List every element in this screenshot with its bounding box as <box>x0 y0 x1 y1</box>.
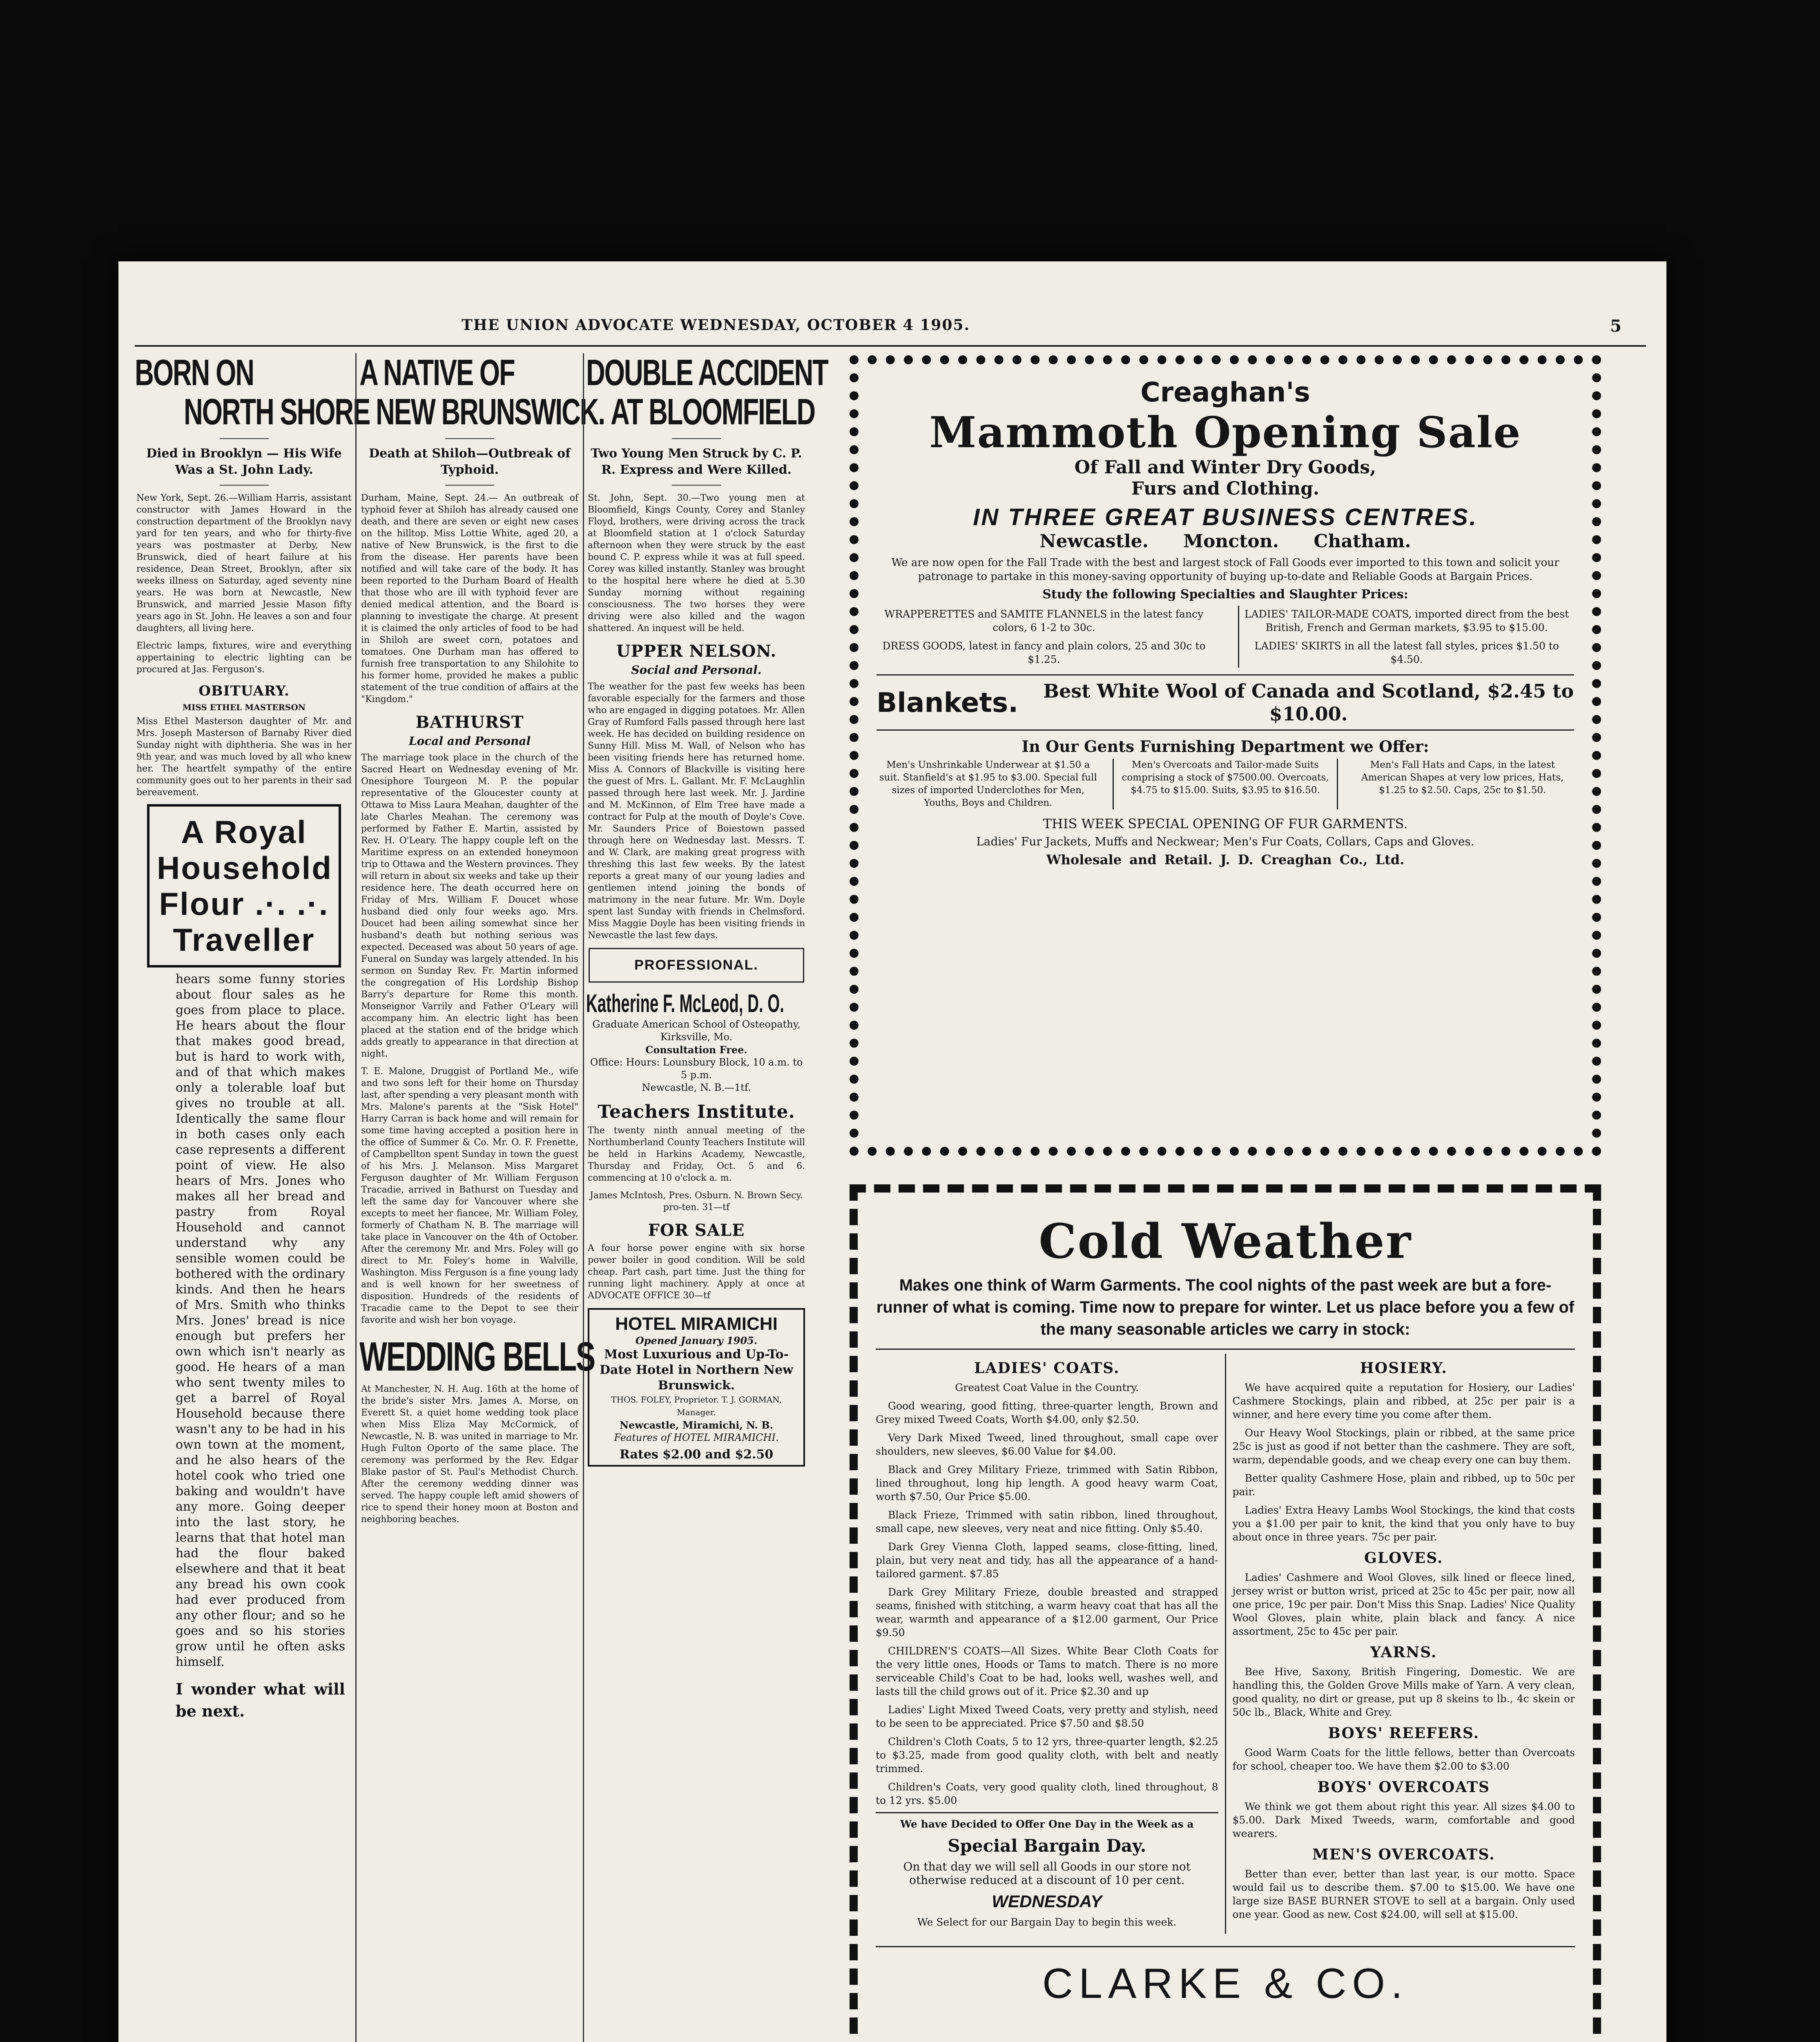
specialties-line: Study the following Specialties and Slaughter Prices: <box>1042 587 1408 602</box>
hotel-miramichi-ad <box>588 1308 805 1467</box>
mens-overcoats-text: Better than ever, better than last year, is our motto. Space would fail us to describe them. $7.00 to $15.00. We have one large size BASE BURNER STOVE to sell at a bargain. Only used one year. Good as new. Cost $24.00, will sell at $15.00. <box>1232 1868 1575 1920</box>
children-coat-2: Ladies' Light Mixed Tweed Coats, very pretty and stylish, need to be seen to be appreciated. Price $7.50 and $8.50 <box>876 1704 1218 1729</box>
royal-household-box <box>147 804 341 967</box>
hotel-rates: Rates $2.00 and $2.50 <box>619 1447 774 1462</box>
headline-born-b: NORTH SHORE <box>184 392 370 432</box>
cold-weather-columns <box>876 1349 1575 1934</box>
towns-line: Newcastle. Moncton. Chatham. <box>1039 531 1411 552</box>
creaghans-name: Creaghan's <box>1140 377 1310 408</box>
hosiery-2: Our Heavy Wool Stockings, plain or ribbed, at the same price 25c is just as good if not better than the cashmere. They are soft, warm, dependable goods, and we cheap every one can buy them. <box>1232 1427 1575 1466</box>
ladies-coat-5: Dark Grey Vienna Cloth, lapped seams, close-fitting, lined, plain, but very neat and tidy, has all the appearance of a hand-tailored garment. $7.85 <box>876 1541 1218 1580</box>
creaghans-sale-ad <box>850 355 1601 1156</box>
gents-heading: In Our Gents Furnishing Department we Offer: <box>1022 737 1429 756</box>
wednesday-label: WEDNESDAY <box>992 1892 1102 1911</box>
wednesday-text: We Select for our Bargain Day to begin this week. <box>917 1916 1177 1928</box>
yarns-heading: YARNS. <box>1370 1644 1437 1661</box>
katherine-mcleod-name: Katherine F. McLeod, D. O. <box>586 990 784 1018</box>
royal-line-4: Traveller <box>173 922 315 958</box>
column-1 <box>135 352 370 2042</box>
osteopathy-line-1: Graduate American School of Osteopathy, Kirksville, Mo. <box>592 1019 801 1043</box>
cold-weather-intro: Makes one think of Warm Garments. The cool nights of the past week are but a fore-runner of what is coming. Time now to prepare for winter. Let us place before you a few of the many seasonable articles we carry in stock: <box>876 1276 1575 1338</box>
obituary-subheading: MISS ETHEL MASTERSON <box>182 702 306 712</box>
for-sale-body: A four horse power engine with six horse power boiler in good condition. Will be sold cheap. Part cash, part time. Just the thing for running light machinery. Apply at once at ADVOCATE OFFICE 30—tf <box>588 1243 805 1301</box>
gents-grid <box>877 759 1574 809</box>
ladies-coat-2: Very Dark Mixed Tweed, lined throughout, small cape over shoulders, new sleeves, $6.00 Value for $4.00. <box>876 1432 1218 1457</box>
cold-weather-title: Cold Weather <box>1039 1214 1412 1269</box>
specialties-left <box>877 606 1211 668</box>
notice-electric: Electric lamps, fixtures, wire and everything appertaining to electric lighting can be procured at Jas. Ferguson's. <box>136 641 352 675</box>
mens-overcoats-heading: MEN'S OVERCOATS. <box>1312 1846 1495 1863</box>
underwear-item: Men's Unshrinkable Underwear at $1.50 a suit. Stanfield's at $1.95 to $3.00. Special full sizes of imported Underclothes for Men, Youths, Boys and Children. <box>879 760 1097 808</box>
gloves-heading: GLOVES. <box>1364 1549 1443 1567</box>
hotel-name: HOTEL MIRAMICHI <box>615 1314 778 1334</box>
hosiery-1: We have acquired quite a reputation for Hosiery, our Ladies' Cashmere Stockings, plain and ribbed, at 25c per pair is a winner, and here every time you come after them. <box>1232 1382 1575 1420</box>
cold-left-column <box>876 1354 1226 1934</box>
business-centres: IN THREE GREAT BUSINESS CENTRES. <box>973 504 1478 531</box>
professional-heading: PROFESSIONAL. <box>634 957 758 973</box>
headline-native-a: A NATIVE OF <box>359 352 515 393</box>
overcoats-item: Men's Overcoats and Tailor-made Suits comprising a stock of $7500.00. Overcoats, $4.75 to $15.00. Suits, $3.95 to $16.50. <box>1113 759 1338 809</box>
bathurst-body-1: The marriage took place in the church of the Sacred Heart on Wednesday evening of Mr. Onesiphore Tourgeon M. P. the popular representative of the Gloucester county at Ottawa to Miss Laura Meahan, daughter of the late Charles Meahan. The ceremony was performed by Father E. Martin, assisted by Rev. H. O'Leary. The happy couple left on the Maritime express on an extended honeymoon trip to Ottawa and the Western provinces. They will return in about six weeks and take up their residence here. The death occurred here on Friday of Mrs. William F. Doucet whose husband died only four weeks ago. Mrs. Doucet had been ailing somewhat since her husband's death but nothing serious was expected. Deceased was about 50 years of age. Funeral on Sunday was largely attended. In his sermon on Sunday Rev. Fr. Martin informed the congregation of His Lordship Bishop Barry's departure for Rome this month. Monseignor Varrily and Father O'Leary will accompany him. An electric light has been placed at the station end of the bridge which adds greatly to appearance in that direction at night. <box>361 753 578 1059</box>
bargain-day-heading: Special Bargain Day. <box>948 1836 1146 1856</box>
article-accident-body: St. John, Sept. 30.—Two young men at Bloomfield, Kings County, Corey and Stanley Floyd, brothers, were driving across the track at Bloomfield station at 1 o'clock Saturday afternoon when they were struck by the east bound C. P. express while it was at full speed. Corey was killed instantly. Stanley was brought to the hospital here where he died at 5.30 Sunday morning without regaining consciousness. The two horses they were driving were also killed and the wagon shattered. An inquest will be held. <box>588 493 805 633</box>
divider <box>672 485 721 486</box>
headline-native-b: NEW BRUNSWICK. <box>376 392 605 432</box>
yarns-text: Bee Hive, Saxony, British Fingering, Domestic. We are handling this, the Golden Grove Mills make of Yarn. A very clean, good quality, no dirt or grease, put up 8 skeins to lb., 4c skein or 50c lb., Black, White and Grey. <box>1232 1666 1575 1718</box>
hosiery-3: Better quality Cashmere Hose, plain and ribbed, up to 50c per pair. <box>1232 1472 1575 1498</box>
divider <box>445 438 494 439</box>
osteopathy-line-3: Office: Hours: Lounsbury Block, 10 a.m. to 5 p.m. <box>590 1057 803 1081</box>
boys-overcoats-heading: BOYS' OVERCOATS <box>1317 1779 1490 1796</box>
ladies-coat-4: Black Frieze, Trimmed with satin ribbon, lined throughout, small cape, new sleeves, very neat and nice fitting. Only $5.40. <box>876 1509 1218 1534</box>
ladies-coat-6: Dark Grey Military Frieze, double breasted and strapped seams, finished with stitching, a warm heavy coat that has all the wear, warmth and appearance of a $12.00 garment, Our Price $9.50 <box>876 1586 1218 1639</box>
wedding-bells-heading: WEDDING BELLS <box>359 1334 595 1380</box>
obituary-body: Miss Ethel Masterson daughter of Mr. and Mrs. Joseph Masterson of Barnaby River died Sunday night with diphtheria. She was in her 9th year, and was much loved by all who knew her. The heartfelt sympathy of the entire community goes out to her parents in their sad bereavement. <box>136 716 352 798</box>
hotel-line-1: Opened January 1905. <box>635 1335 758 1346</box>
headline-accident-a: DOUBLE ACCIDENT <box>586 352 828 393</box>
ladies-coats-sub: Greatest Coat Value in the Country. <box>955 1382 1139 1393</box>
children-coat-1: CHILDREN'S COATS—All Sizes. White Bear Cloth Coats for the very little ones, Hoods or Tams to match. There is no more serviceable Child's Coat to be had, looks well, washes well, and lasts till the child grows out of it. Price $2.30 and up <box>876 1645 1218 1697</box>
mammoth-sale-title: Mammoth Opening Sale <box>929 407 1521 457</box>
creaghan-intro: We are now open for the Fall Trade with the best and largest stock of Fall Goods ever imported to this town and solicit your patronage to partake in this money-saving opportunity of buying up-to-date and Reliable Goods at Bargain Prices. <box>891 557 1559 583</box>
ladies-coats-heading: LADIES' COATS. <box>974 1360 1120 1377</box>
bathurst-body-2: T. E. Malone, Druggist of Portland Me., wife and two sons left for their home on Thursday last, after spending a very pleasant month with Mrs. Malone's parents at the "Sisk Hotel" Harry Carran is back home and will remain for some time having accepted a position here in the office of Summer & Co. Mr. O. F. Frenette, of Campbellton spent Sunday in town the guest of his Mrs. J. Melanson. Miss Margaret Ferguson daughter of Mr. William Ferguson Tracadie, arrived in Bathurst on Tuesday and left the same day for Vancouver where she excepts to meet her fiancee, Mr. William Foley, formerly of Chatham N. B. The marriage will take place in Vancouver on the 4th of October. After the ceremony Mr. and Mrs. Foley will go direct to Mr. Foley's home in Walville, Washington. Miss Ferguson is a fine young lady and is well known for her sweetness of disposition. Hundreds of the residents of Tracadie came to the Depot to see their favorite and wish her bon voyage. <box>361 1066 578 1325</box>
blankets-row <box>877 674 1574 731</box>
furs-line: Furs and Clothing. <box>1131 478 1320 499</box>
specialties-grid <box>877 606 1574 668</box>
page-number: 5 <box>1610 317 1621 336</box>
cold-weather-ad <box>850 1184 1601 2042</box>
osteopathy-line-4: Newcastle, N. B.—1tf. <box>642 1082 751 1093</box>
royal-line-1: A Royal <box>181 814 307 850</box>
bargain-lead: We have Decided to Offer One Day in the Week as a <box>900 1818 1194 1830</box>
top-rule <box>135 345 1646 347</box>
blankets-label: Blankets. <box>877 687 1019 718</box>
blankets-text: Best White Wool of Canada and Scotland, $2.45 to $10.00. <box>1043 680 1574 725</box>
children-coat-4: Children's Coats, very good quality cloth, lined throughout, 8 to 12 yrs. $5.00 <box>876 1781 1218 1806</box>
column-3 <box>586 352 828 2042</box>
divider <box>672 438 721 439</box>
divider <box>445 485 494 486</box>
teachers-heading: Teachers Institute. <box>598 1101 795 1122</box>
ladies-coat-3: Black and Grey Military Frieze, trimmed with Satin Ribbon, lined throughout, long hip length. A good heavy warm Coat, worth $7.50, Our Price $5.00. <box>876 1464 1218 1503</box>
headline-accident-b: AT BLOOMFIELD <box>611 392 815 432</box>
column-rule <box>355 353 357 2042</box>
boys-overcoats-text: We think we got them about right this year. All sizes $4.00 to $5.00. Dark Mixed Tweeds, warm, comfortable and good wearers. <box>1232 1801 1575 1839</box>
clarke-co-signature: CLARKE & CO. <box>876 1946 1575 2008</box>
subhead-accident: Two Young Men Struck by C. P. R. Express and Were Killed. <box>591 446 802 477</box>
masthead-title: THE UNION ADVOCATE WEDNESDAY, OCTOBER 4 1905. <box>462 317 970 334</box>
upper-nelson-body: The weather for the past few weeks has been favorable especially for the farmers and those who are engaged in digging potatoes. Mr. Allen Gray of Rumford Falls passed through here last week. He has decided on building residence on Sunny Hill. Miss M. Wall, of Nelson who has been visiting friends here has returned home. Miss A. Connors of Blackville is visiting here the guest of Mrs. L. Gallant. Mr. F. McLaughlin passed through here last week. Mr. J. Jardine and M. McKinnon, of Elm Tree have made a contract for Pulp at the mouth of Doyle's Cove. Mr. Saunders Price of Boiestown passed through here on Wednesday last. Messrs. T. and W. Clark, are making great progress with threshing this last few weeks. By the latest reports a great many of our young ladies and gentlemen intend joining the bonds of matrimony in the near future. Mr. Wm. Doyle spent last Sunday with friends in Chelmsford. Miss Maggie Doyle has been visiting friends in Newcastle the last few days. <box>588 682 805 941</box>
royal-line-2: Household <box>157 850 332 886</box>
hosiery-heading: HOSIERY. <box>1360 1360 1448 1377</box>
bathurst-heading: BATHURST <box>415 713 524 732</box>
dry-goods-line: Of Fall and Winter Dry Goods, <box>1074 457 1376 478</box>
teachers-signature: James McIntosh, Pres. Osburn. N. Brown Secy. pro-ten. 31—tf <box>590 1190 803 1213</box>
subhead-native: Death at Shiloh—Outbreak of Typhoid. <box>369 446 571 477</box>
tailor-coats-item: LADIES' TAILOR-MADE COATS, imported direct from the best British, French and German markets, $3.95 to $15.00. <box>1245 608 1569 633</box>
teachers-body: The twenty ninth annual meeting of the Northumberland County Teachers Institute will be held in Harkins Academy, Newcastle, Thursday and Friday, Oct. 5 and 6. commencing at 10 o'clock a. m. <box>588 1126 805 1183</box>
creaghan-signature: Wholesale and Retail. J. D. Creaghan Co., Ltd. <box>1046 852 1405 867</box>
masthead <box>135 317 1646 337</box>
royal-household-text: hears some funny stories about flour sales as he goes from place to place. He hears about the flour that makes good bread, but is hard to work with, and of that which makes only a tolerable loaf but gives no trouble at all. Identically the same flour in both cases only each case represents a different point of view. He also hears of Mrs. Jones who makes all her bread and pastry from Royal Household and cannot understand why any sensible women could be bothered with the ordinary kinds. And then he hears of Mrs. Smith who thinks Mrs. Jones' bread is nice enough but prefers her own which isn't nearly as good. He hears of a man who sent twenty miles to get a barrel of Royal Household because there wasn't any to be had in his own town at the moment, and he also hears of the hotel cook who tried one baking and wouldn't have any more. Going deeper into the last story, he learns that that hotel man had the flour baked elsewhere and that it beat any bread his own cook had ever produced from any other flour; and so he goes and so his stories grow until he often asks himself. <box>176 972 345 1669</box>
boys-reefers-heading: BOYS' REEFERS. <box>1328 1725 1480 1742</box>
hotel-line-5: Features of HOTEL MIRAMICHI. <box>614 1432 779 1443</box>
bargain-day-block <box>876 1812 1218 1929</box>
dress-goods-item: DRESS GOODS, latest in fancy and plain colors, 25 and 30c to $1.25. <box>882 640 1206 665</box>
article-native-body: Durham, Maine, Sept. 24.— An outbreak of typhoid fever at Shiloh has already caused one death, and there are seven or eight new cases on the hilltop. Miss Lottie White, aged 20, a native of New Brunswick, is the first to die from the disease. Her parents have been notified and will take care of the body. It has been reported to the Durham Board of Health that those who are ill with typhoid fever are denied medical attention, and the Board is planning to investigate the charge. At present it is claimed the only articles of food to be had in Shiloh are sweet corn, potatoes and tomatoes. One Durham man has offered to furnish free transportation to any Shilohite to his former home, provided he makes a public statement of the true condition of affairs at the "Kingdom." <box>361 493 578 704</box>
hotel-line-4: Newcastle, Miramichi, N. B. <box>620 1419 773 1431</box>
fur-opening-line: THIS WEEK SPECIAL OPENING OF FUR GARMENTS. <box>1043 816 1408 832</box>
subhead-born: Died in Brooklyn — His Wife Was a St. John Lady. <box>146 446 342 477</box>
column-2 <box>359 352 605 2042</box>
upper-nelson-subheading: Social and Personal. <box>631 663 762 677</box>
newspaper-page <box>118 261 1666 2042</box>
specialties-right <box>1238 606 1574 668</box>
gloves-text: Ladies' Cashmere and Wool Gloves, silk lined or fleece lined, jersey wrist or button wrist, priced at 25c to 45c per pair, now all one price, 19c per pair. Don't Miss this Snap. Ladies' Nice Quality Wool Gloves, plain white, plain black and fancy. A nice assortment, 25c to 45c per pair. <box>1232 1572 1575 1637</box>
boys-reefers-text: Good Warm Coats for the little fellows, better than Overcoats for school, cheaper too. We have them $2.00 to $3.00 <box>1232 1747 1575 1772</box>
hotel-line-2: Most Luxurious and Up-To-Date Hotel in Northern New Brunswick. <box>599 1347 794 1393</box>
professional-box <box>589 948 804 983</box>
hosiery-4: Ladies' Extra Heavy Lambs Wool Stockings, the kind that costs you a $1.00 per pair to knit, the kind that you only have to buy about once in three years. 75c per pair. <box>1232 1504 1575 1543</box>
wrapperettes-item: WRAPPERETTES and SAMITE FLANNELS in the latest fancy colors, 6 1-2 to 30c. <box>884 608 1204 633</box>
ladies-skirts-item: LADIES' SKIRTS in all the latest fall styles, prices $1.50 to $4.50. <box>1254 640 1559 665</box>
column-rule <box>583 353 584 2042</box>
hotel-line-3: THOS. FOLEY, Proprietor. T. J. GORMAN, Manager. <box>611 1395 782 1417</box>
royal-line-3: Flour .·. .·. <box>159 886 329 922</box>
obituary-heading: OBITUARY. <box>199 683 290 699</box>
for-sale-heading: FOR SALE <box>648 1221 745 1240</box>
divider <box>220 485 269 486</box>
headline-born-a: BORN ON <box>135 352 254 393</box>
divider <box>220 438 269 439</box>
bargain-day-text: On that day we will sell all Goods in our store not otherwise reduced at a discount of 10 per cent. <box>903 1860 1191 1887</box>
fur-items-line: Ladies' Fur Jackets, Muffs and Neckwear; Men's Fur Coats, Collars, Caps and Gloves. <box>976 835 1474 848</box>
wedding-body: At Manchester, N. H. Aug. 16th at the home of the bride's sister Mrs. James A. Morse, on Everett St. a quiet home wedding took place when Miss Eliza May McCormick, of Newcastle, N. B. was united in marriage to Mr. Hugh Fulton Oporto of the same place. The ceremony was performed by the Rev. Edgar Blake pastor of St. Paul's Methodist Church. After the ceremony wedding dinner was served. The happy couple left amid showers of rice to spend their honey moon at Boston and neighboring beaches. <box>361 1384 578 1525</box>
children-coat-3: Children's Cloth Coats, 5 to 12 yrs, three-quarter length, $2.25 to $3.25, made from good quality cloth, with belt and neatly trimmed. <box>876 1736 1218 1774</box>
bathurst-subheading: Local and Personal <box>408 734 531 748</box>
hats-caps-item: Men's Fall Hats and Caps, in the latest American Shapes at very low prices, Hats, $1.25 to $2.50. Caps, 25c to $1.50. <box>1361 760 1564 796</box>
article-born-body: New York, Sept. 26.—William Harris, assistant constructor with James Howard in the construction department of the Brooklyn navy yard for ten years, and who for thirty-five years was postmaster at Derby, New Brunswick, died of heart failure at his residence, Dean Street, Brooklyn, after six weeks illness on Saturday, aged seventy nine years. He was born at Newcastle, New Brunswick, and married Jessie Mason fifty years ago in St. John. He leaves a son and four daughters, all living here. <box>136 493 352 633</box>
cold-right-column <box>1226 1354 1575 1934</box>
upper-nelson-heading: UPPER NELSON. <box>616 642 777 661</box>
osteopathy-line-2: Consultation Free. <box>645 1044 747 1056</box>
ladies-coat-1: Good wearing, good fitting, three-quarter length, Brown and Grey mixed Tweed Coats, Worth $4.00, only $2.50. <box>876 1400 1218 1425</box>
royal-household-close: I wonder what will be next. <box>176 1680 345 1720</box>
